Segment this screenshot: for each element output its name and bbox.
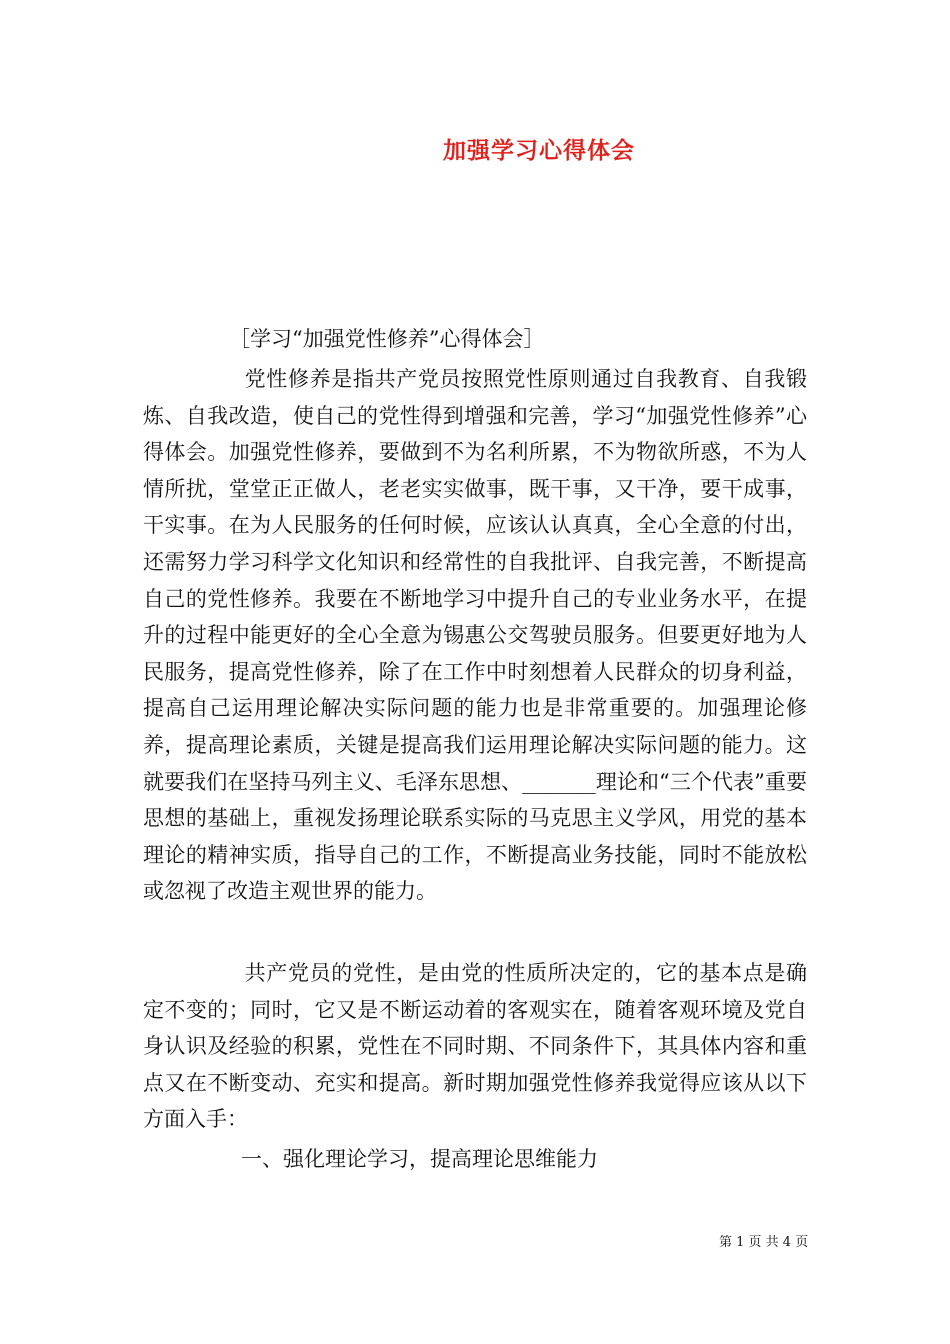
page-title: 加强学习心得体会 (443, 137, 635, 164)
section-heading-1 (143, 1141, 807, 1178)
section-heading-1-text: 一、强化理论学习，提高理论思维能力 (241, 1147, 598, 1171)
paragraph-2-text: 共产党员的党性，是由党的性质所决定的，它的基本点是确定不变的；同时，它又是不断运动着的客观实在，随着客观环境及党自身认识及经验的积累，党性在不同时期、不同条件下，其具体内容和重点又在不断变动、充实和提高。新时期加强党性修养我觉得应该从以下方面入手： (143, 961, 807, 1132)
document-subtitle: ［学习“加强党性修养”心得体会］ (229, 327, 545, 351)
paragraph-1-text: 党性修养是指共产党员按照党性原则通过自我教育、自我锻炼、自我改造，使自己的党性得到增强和完善，学习“加强党性修养”心得体会。加强党性修养，要做到不为名利所累，不为物欲所惑，不为人情所扰，堂堂正正做人，老老实实做事，既干事，又干净，要干成事，干实事。在为人民服务的任何时候，应该认认真真，全心全意的付出，还需努力学习科学文化知识和经常性的自我批评、自我完善，不断提高自己的党性修养。我要在不断地学习中提升自己的专业业务水平，在提升的过程中能更好的全心全意为锡惠公交驾驶员服务。但要更好地为人民服务，提高党性修养，除了在工作中时刻想着人民群众的切身利益，提高自己运用理论解决实际问题的能力也是非常重要的。加强理论修养，提高理论素质，关键是提高我们运用理论解决实际问题的能力。这就要我们在坚持马列主义、毛泽东思想、_______理论和“三个代表”重要思想的基础上，重视发扬理论联系实际的马克思主义学风，用党的基本理论的精神实质，指导自己的工作，不断提高业务技能，同时不能放松或忽视了改造主观世界的能力。 (143, 367, 807, 904)
paragraph-2 (143, 955, 807, 1138)
page-number-footer: 第 1 页 共 4 页 (719, 1235, 809, 1250)
paragraph-1 (143, 361, 807, 910)
